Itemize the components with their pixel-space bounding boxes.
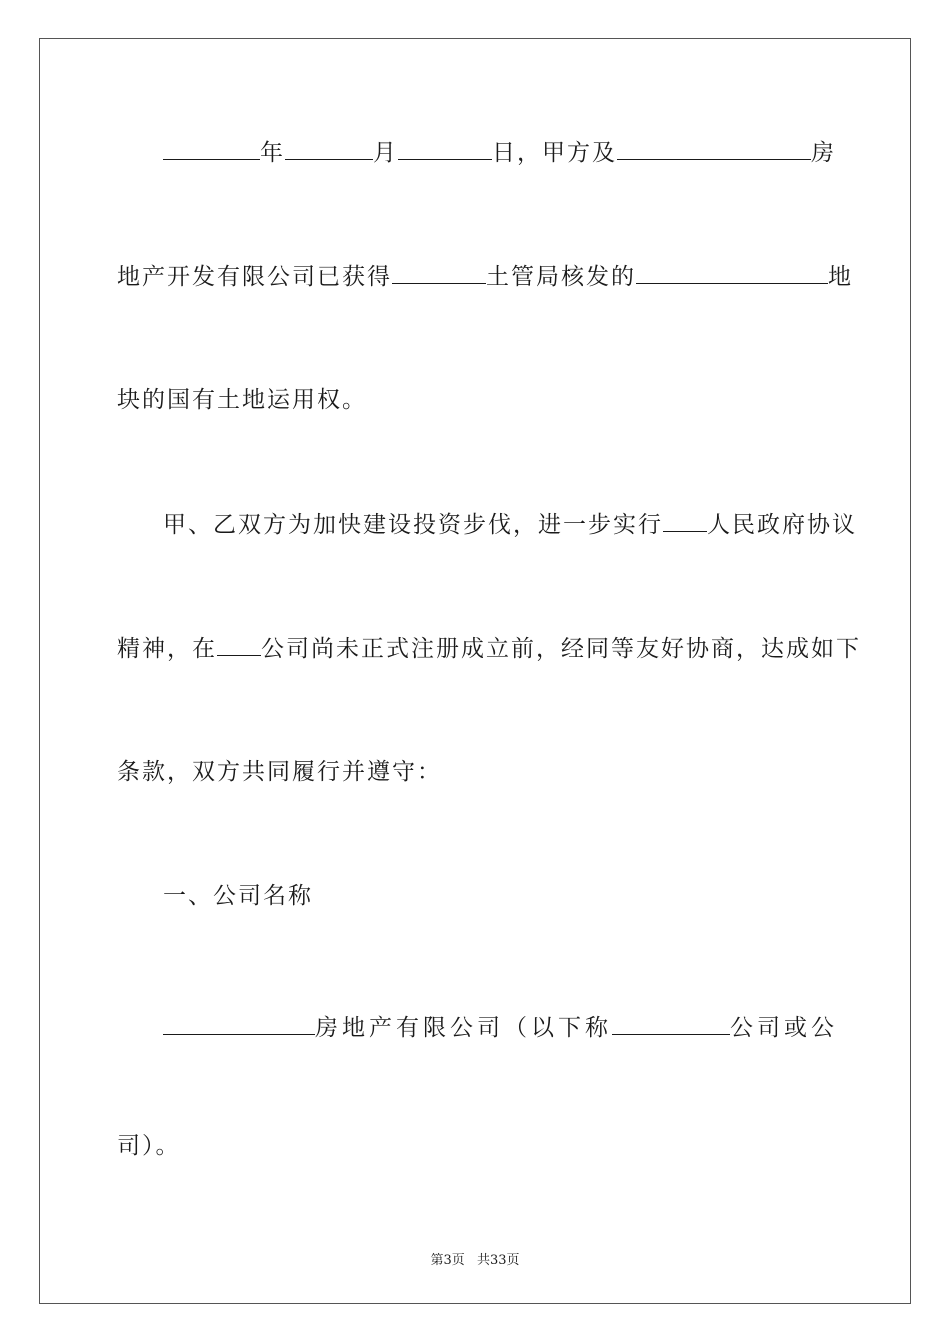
blank-company-name xyxy=(163,1012,315,1035)
paragraph-line: 司）。 xyxy=(117,1133,181,1159)
section-heading: 一、公司名称 xyxy=(163,883,313,909)
paragraph-line: 房地产有限公司（以下称 公司或公 xyxy=(117,1012,833,1043)
paragraph-line: 地产开发有限公司已获得 土管局核发的 地 xyxy=(117,261,833,292)
page-total: 共33页 xyxy=(476,1253,520,1268)
blank-month xyxy=(285,137,373,160)
blank-party-a xyxy=(617,137,811,160)
paragraph-line: 条款，双方共同履行并遵守： xyxy=(117,759,442,785)
page-border xyxy=(39,38,911,1304)
page-number: 第3页 xyxy=(430,1253,465,1268)
blank-day xyxy=(398,137,492,160)
blank-company xyxy=(217,633,261,656)
paragraph-line: 块的国有土地运用权。 xyxy=(117,387,367,413)
paragraph-line: 甲、乙双方为加快建设投资步伐，进一步实行 人民政府协议 xyxy=(117,509,833,540)
paragraph-line: 精神，在 公司尚未正式注册成立前，经同等友好协商，达成如下 xyxy=(117,633,833,664)
blank-government xyxy=(663,509,707,532)
blank-land-bureau xyxy=(392,261,486,284)
blank-short-name xyxy=(612,1012,730,1035)
paragraph-line: 年 月 日，甲方及 房 xyxy=(117,137,833,168)
blank-plot xyxy=(636,261,828,284)
page-footer xyxy=(0,1249,950,1268)
blank-year xyxy=(163,137,260,160)
